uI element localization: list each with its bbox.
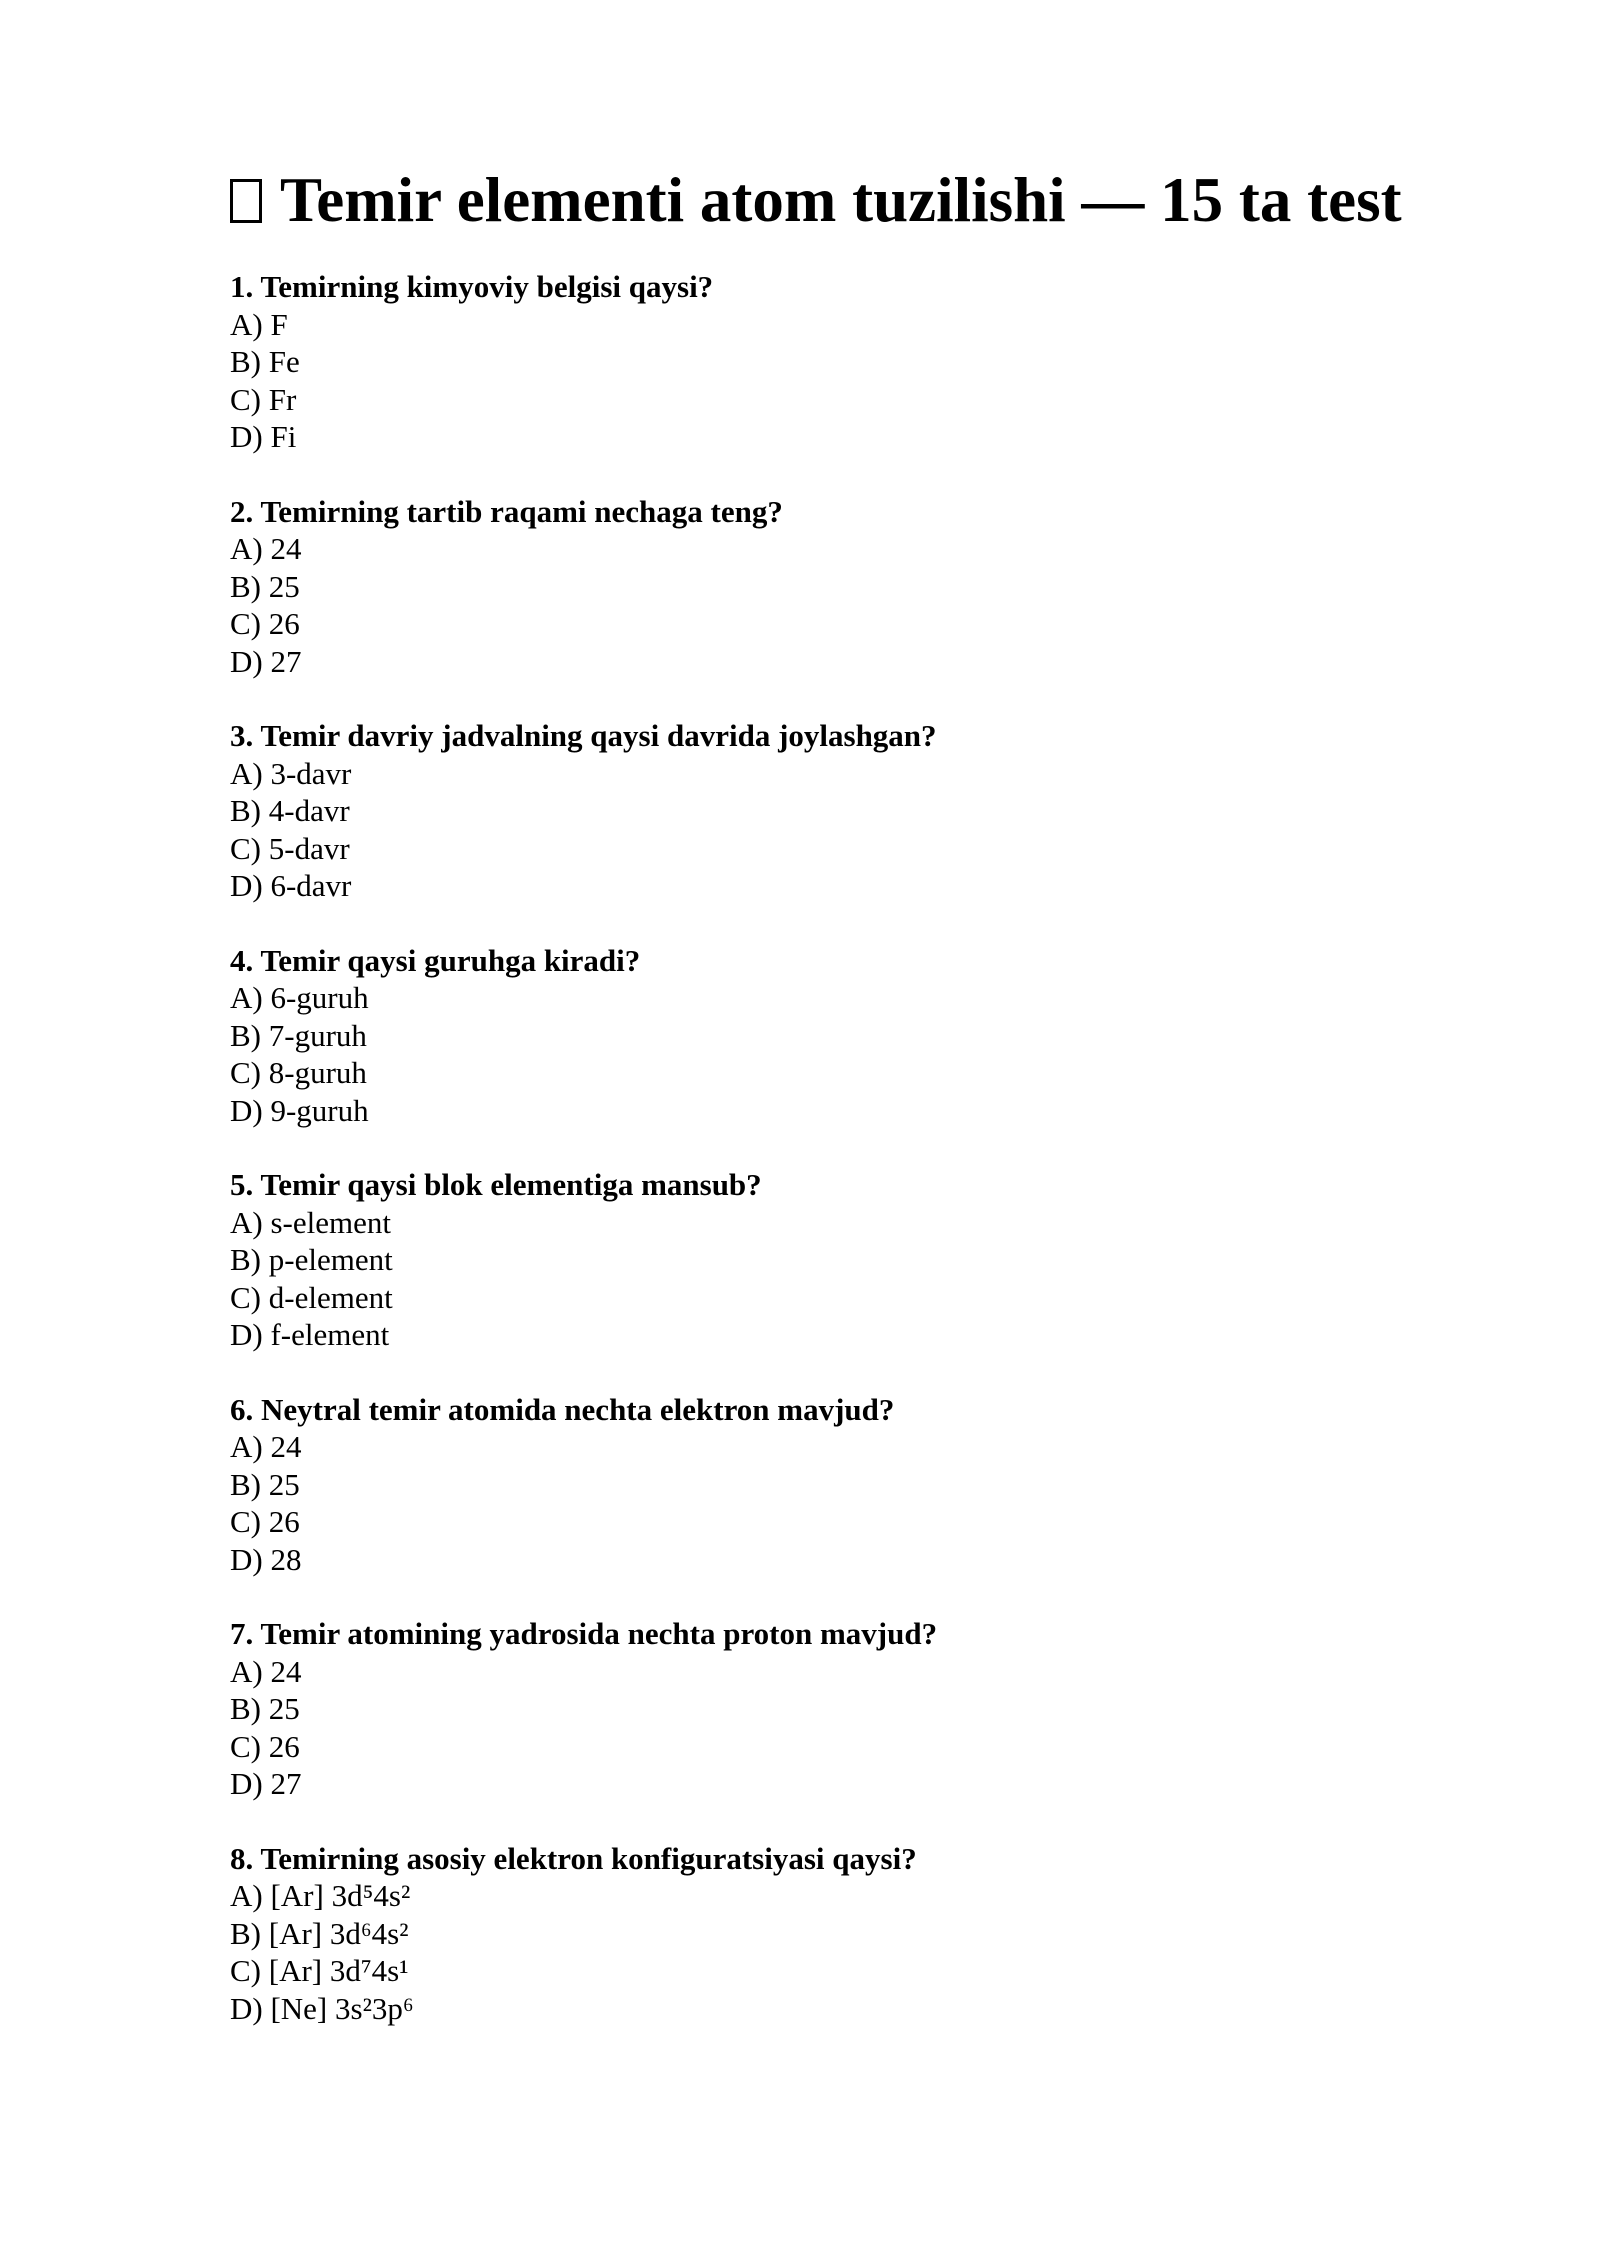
answer-option-d: D) 27 [230, 1766, 302, 1801]
answer-option-d: D) [Ne] 3s²3p⁶ [230, 1990, 414, 2026]
answer-option-b: B) 25 [230, 1691, 300, 1726]
question-text: 5. Temir qaysi blok elementiga mansub? [230, 1167, 762, 1202]
answer-option-b: B) 25 [230, 568, 300, 604]
answer-option-c: C) 8-guruh [230, 1055, 367, 1090]
answer-option-a: A) 24 [230, 1653, 302, 1689]
question-3 [230, 717, 1450, 905]
question-text: 6. Neytral temir atomida nechta elektron mavjud? [230, 1391, 895, 1427]
answer-option-c: C) [Ar] 3d⁷4s¹ [230, 1953, 409, 1988]
answer-option-d: D) Fi [230, 419, 297, 454]
answer-option-c: C) 26 [230, 606, 300, 641]
answer-option-d: D) 28 [230, 1541, 302, 1577]
question-4 [230, 942, 1450, 1130]
question-text: 2. Temirning tartib raqami nechaga teng? [230, 493, 783, 529]
question-1 [230, 268, 1450, 456]
answer-option-a: A) 24 [230, 1429, 302, 1464]
answer-option-c: C) Fr [230, 381, 297, 417]
answer-option-a: A) 6-guruh [230, 980, 369, 1015]
answer-option-d: D) f-element [230, 1317, 390, 1352]
question-text: 3. Temir davriy jadvalning qaysi davrida joylashgan? [230, 718, 937, 753]
question-text: 7. Temir atomining yadrosida nechta proton mavjud? [230, 1616, 938, 1651]
question-text: 4. Temir qaysi guruhga kiradi? [230, 942, 641, 978]
answer-option-d: D) 27 [230, 643, 302, 679]
answer-option-b: B) p-element [230, 1242, 393, 1277]
answer-option-a: A) F [230, 306, 288, 342]
answer-option-a: A) 3-davr [230, 755, 352, 791]
answer-option-a: A) [Ar] 3d⁵4s² [230, 1878, 411, 1913]
answer-option-b: B) [Ar] 3d⁶4s² [230, 1915, 409, 1951]
answer-option-b: B) 7-guruh [230, 1017, 367, 1053]
question-7 [230, 1615, 1450, 1803]
answer-option-b: B) Fe [230, 344, 300, 379]
answer-option-b: B) 25 [230, 1466, 300, 1502]
question-2 [230, 493, 1450, 681]
document-title [230, 158, 1450, 242]
answer-option-c: C) 5-davr [230, 830, 350, 866]
question-5 [230, 1166, 1450, 1354]
question-text: 1. Temirning kimyoviy belgisi qaysi? [230, 269, 714, 304]
answer-option-d: D) 9-guruh [230, 1092, 369, 1128]
answer-option-d: D) 6-davr [230, 868, 352, 903]
question-text: 8. Temirning asosiy elektron konfiguratsiyasi qaysi? [230, 1840, 917, 1876]
answer-option-c: C) 26 [230, 1728, 300, 1764]
question-6 [230, 1391, 1450, 1579]
missing-glyph-box-icon [230, 179, 262, 223]
answer-option-c: C) d-element [230, 1279, 393, 1315]
answer-option-c: C) 26 [230, 1504, 300, 1539]
question-8 [230, 1840, 1450, 2028]
answer-option-a: A) 24 [230, 531, 302, 566]
answer-option-b: B) 4-davr [230, 793, 350, 828]
document-page [230, 158, 1450, 2064]
answer-option-a: A) s-element [230, 1204, 391, 1240]
document-title-text: Temir elementi atom tuzilishi — 15 ta test [280, 165, 1402, 235]
